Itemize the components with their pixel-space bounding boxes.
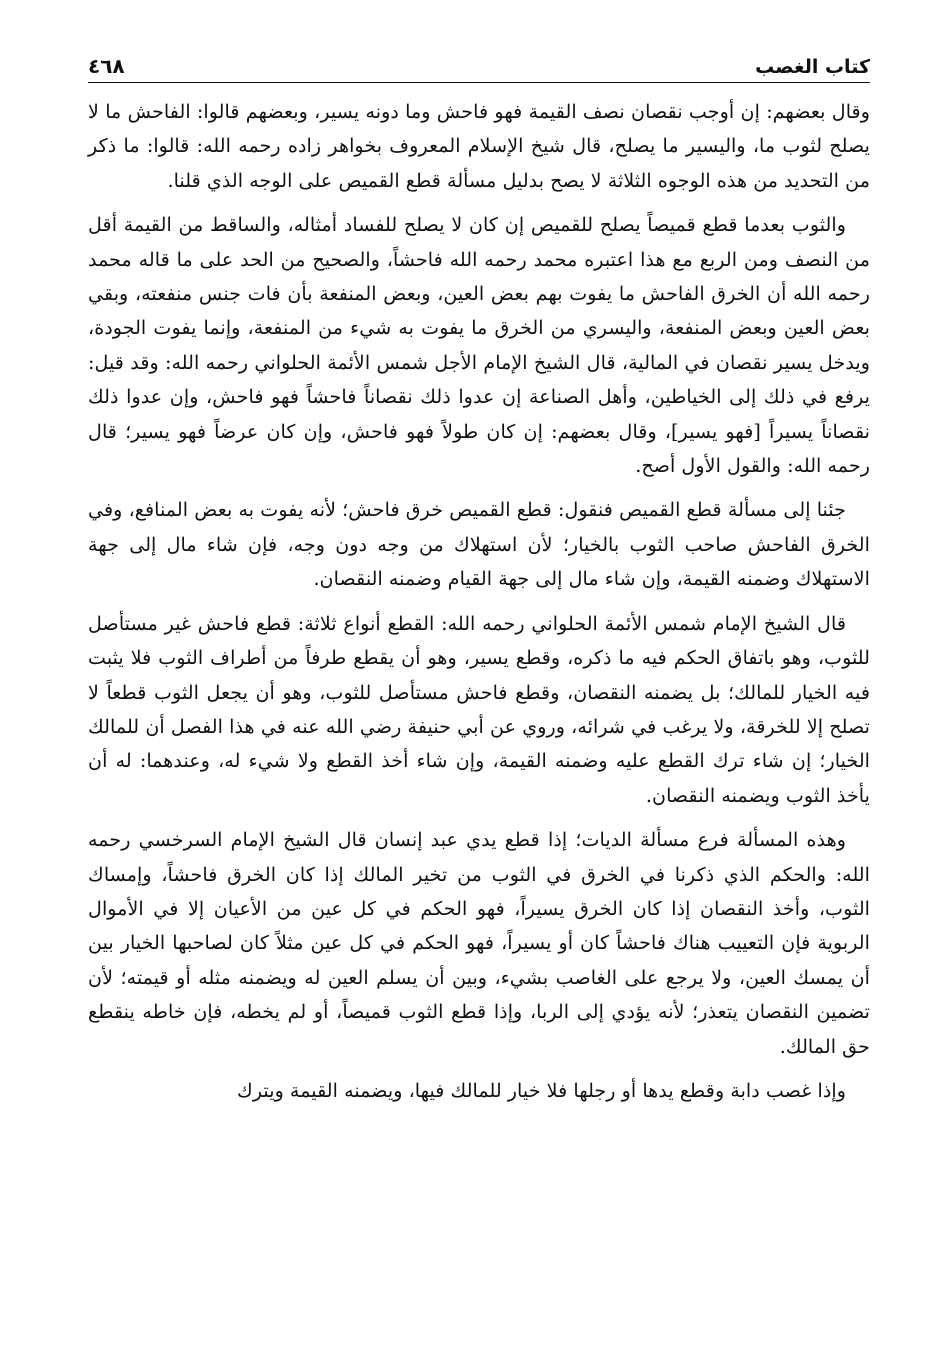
page-number: ٤٦٨ — [88, 54, 125, 78]
paragraph: وقال بعضهم: إن أوجب نقصان نصف القيمة فهو فاحش وما دونه يسير، وبعضهم قالوا: الفاحش ما لا يصلح لثوب ما، واليسير ما يصلح، قال شيخ الإسلام المعروف بخواهر زاده رحمه الله: قالوا: ما ذكر من التحديد من هذه الوجوه الثلاثة لا يصح بدليل مسألة قطع القميص على الوجه الذي قلنا. — [88, 100, 870, 192]
book-page — [88, 44, 870, 1118]
paragraph: وهذه المسألة فرع مسألة الديات؛ إذا قطع يدي عبد إنسان قال الشيخ الإمام السرخسي رحمه الله: والحكم الذي ذكرنا في الخرق في الثوب من تخير المالك إذا كان الخرق فاحشاً، وإمساك الثوب، وأخذ النقصان إذا كان الخرق يسيراً، فهو الحكم في كل عين من الأعيان إلا في الأموال الربوية فإن التعييب هناك فاحشاً كان أو يسيراً، فهو الحكم في كل عين مثلاً كان لصاحبها الخيار بين أن يمسك العين، ولا يرجع على الغاصب بشيء، وبين أن يسلم العين له ويضمنه مثله أو قيمته؛ لأن تضمين النقصان يتعذر؛ لأنه يؤدي إلى الربا، وإذا قطع الثوب قميصاً، أو لم يخطه، فإن خاطه ينقطع حق المالك. — [88, 828, 870, 1058]
paragraph: وإذا غصب دابة وقطع يدها أو رجلها فلا خيار للمالك فيها، ويضمنه القيمة ويترك — [237, 1078, 846, 1102]
page-header — [88, 44, 870, 83]
paragraph: جئنا إلى مسألة قطع القميص فنقول: قطع القميص خرق فاحش؛ لأنه يفوت به بعض المنافع، وفي الخرق الفاحش صاحب الثوب بالخيار؛ لأن استهلاك من وجه دون وجه، فإن شاء مال إلى جهة الاستهلاك وضمنه القيمة، وإن شاء مال إلى جهة القيام وضمنه النقصان. — [88, 498, 870, 591]
page-body — [88, 95, 870, 1108]
running-title: كتاب الغصب — [755, 56, 870, 78]
paragraph: قال الشيخ الإمام شمس الأئمة الحلواني رحمه الله: القطع أنواع ثلاثة: قطع فاحش غير مستأصل للثوب، وهو باتفاق الحكم فيه ما ذكره، وقطع يسير، وهو أن يقطع طرفاً من أطراف الثوب فلا يثبت فيه الخيار للمالك؛ بل يضمنه النقصان، وقطع فاحش مستأصل للثوب، وهو أن يجعل الثوب قطعاً لا تصلح إلا للخرقة، ولا يرغب في شرائه، وروي عن أبي حنيفة رضي الله عنه في هذا الفصل أن للمالك الخيار؛ إن شاء ترك القطع عليه وضمنه القيمة، وإن شاء أخذ القطع ولا شيء له، وعندهما: له أن يأخذ الثوب ويضمنه النقصان. — [88, 611, 870, 807]
paragraph: والثوب بعدما قطع قميصاً يصلح للقميص إن كان لا يصلح للفساد أمثاله، والساقط من القيمة أقل من النصف ومن الربع مع هذا اعتبره محمد رحمه الله فاحشاً، والصحيح من الحد على ما قاله محمد رحمه الله أن الخرق الفاحش ما يفوت بهم بعض العين، وبعض المنفعة بأن فات جنس منفعته، وبقي بعض العين وبعض المنفعة، واليسري من الخرق ما يفوت به شيء من المنفعة، وإنما يفوت الجودة، ويدخل يسير نقصان في المالية، قال الشيخ الإمام الأجل شمس الأئمة الحلواني رحمه الله: وقد قيل: يرفع في ذلك إلى الخياطين، وأهل الصناعة إن عدوا ذلك نقصاناً فاحشاً فهو فاحش، وإن عدوا ذلك نقصاناً يسيراً [فهو يسير]، وقال بعضهم: إن كان طولاً فهو فاحش، وإن كان عرضاً فهو يسير؛ قال رحمه الله: والقول الأول أصح. — [88, 213, 870, 478]
